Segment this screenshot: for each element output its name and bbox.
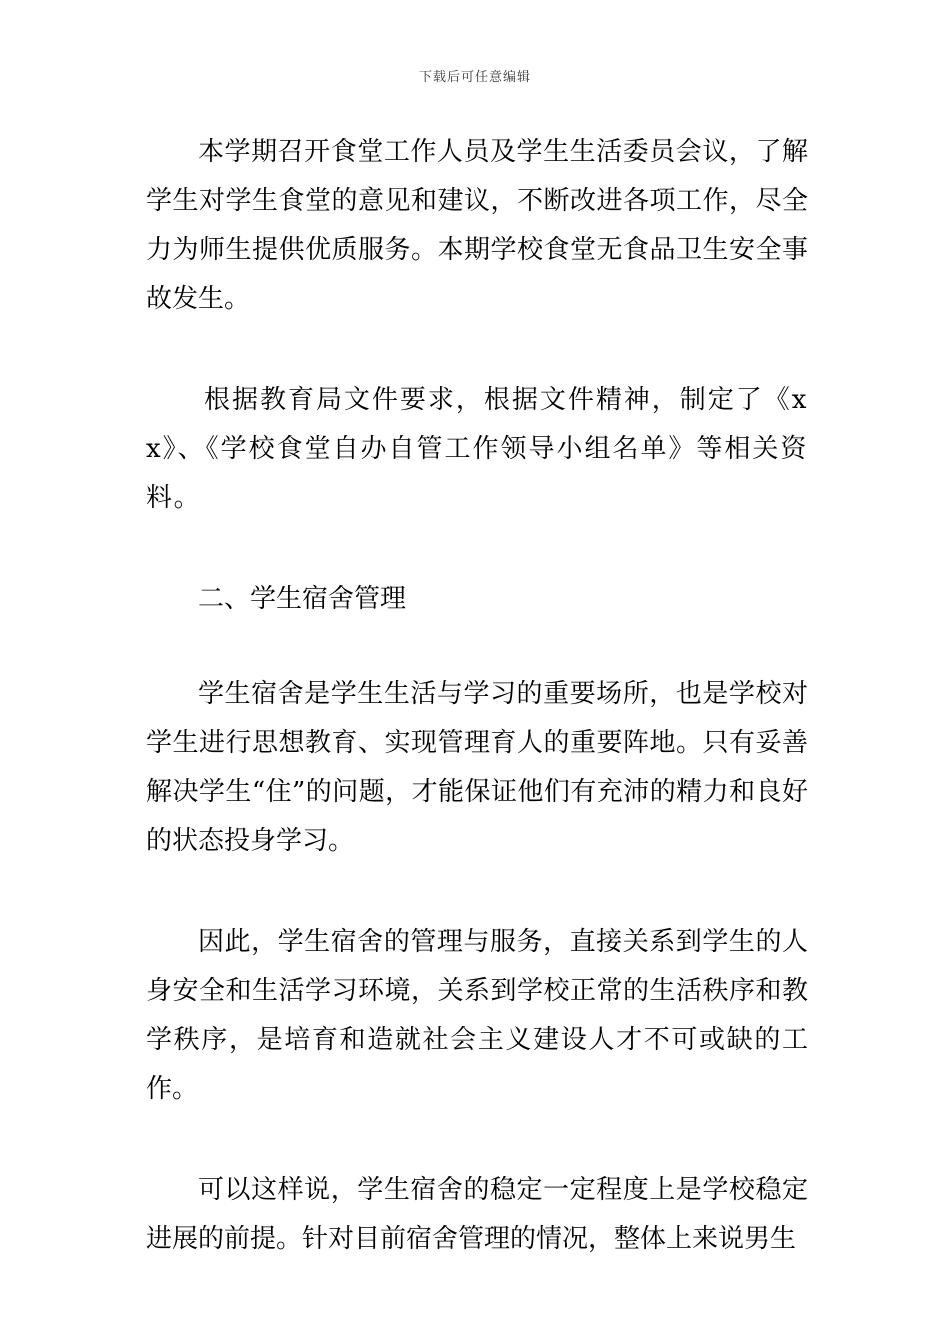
paragraph-dormitory-importance: 学生宿舍是学生生活与学习的重要场所，也是学校对学生进行思想教育、实现管理育人的重要阵地。只有妥善解决学生“住”的问题，才能保证他们有充沛的精力和良好的状态投身学习。	[146, 679, 808, 856]
paragraph-canteen-documents: 根据教育局文件要求，根据文件精神，制定了《xx》、《学校食堂自办自管工作领导小组名单》等相关资料。	[146, 385, 808, 513]
document-body	[146, 128, 808, 1316]
paragraph-dormitory-management: 因此，学生宿舍的管理与服务，直接关系到学生的人身安全和生活学习环境，关系到学校正常的生活秩序和教学秩序，是培育和造就社会主义建设人才不可或缺的工作。	[146, 927, 808, 1104]
paragraph-canteen-meeting: 本学期召开食堂工作人员及学生生活委员会议，了解学生对学生食堂的意见和建议，不断改进各项工作，尽全力为师生提供优质服务。本期学校食堂无食品卫生安全事故发生。	[146, 137, 808, 314]
section-heading-dormitory: 二、学生宿舍管理	[198, 584, 407, 614]
paragraph-dormitory-stability: 可以这样说，学生宿舍的稳定一定程度上是学校稳定进展的前提。针对目前宿舍管理的情况，整体上来说男生	[146, 1175, 808, 1254]
page-header-note: 下载后可任意编辑	[418, 70, 531, 85]
